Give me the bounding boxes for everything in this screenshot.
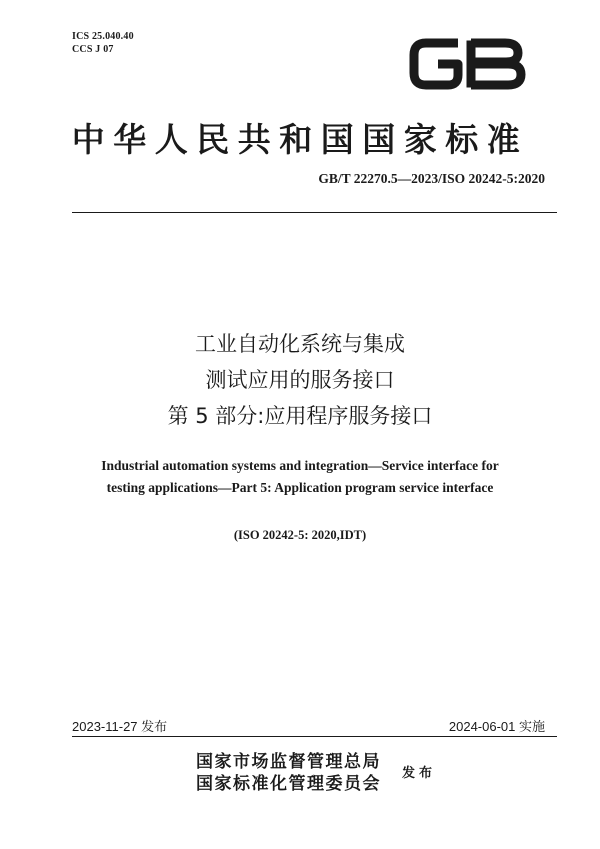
issuer-sac: 国家标准化管理委员会 [196, 774, 381, 794]
standard-number: GB/T 22270.5—2023/ISO 20242-5:2020 [318, 171, 545, 186]
english-title-line-1: Industrial automation systems and integration—Service interface for [101, 458, 499, 473]
national-standard-heading: 中华人民共和国国家标准 [71, 120, 529, 159]
iso-reference: (ISO 20242-5: 2020,IDT) [233, 528, 367, 542]
top-divider [72, 212, 557, 213]
chinese-title-line-1: 工业自动化系统与集成 [195, 332, 405, 356]
gb-logo-icon [408, 36, 526, 92]
issuing-authorities [196, 751, 381, 795]
implementation-date: 2024-06-01 实施 [448, 719, 545, 734]
english-title [0, 455, 600, 499]
issue-date: 2023-11-27 发布 [72, 719, 168, 734]
ccs-code: CCS J 07 [72, 44, 114, 55]
classification-codes [72, 30, 134, 56]
english-title-line-2: testing applications—Part 5: Application program service interface [106, 480, 494, 495]
ics-code: ICS 25.040.40 [72, 31, 134, 42]
issuer-samr: 国家市场监督管理总局 [196, 752, 381, 772]
chinese-title-line-2: 测试应用的服务接口 [205, 368, 395, 392]
bottom-divider [72, 736, 557, 737]
chinese-title-line-3: 第 5 部分:应用程序服务接口 [167, 404, 433, 428]
publish-label: 发布 [402, 766, 437, 781]
